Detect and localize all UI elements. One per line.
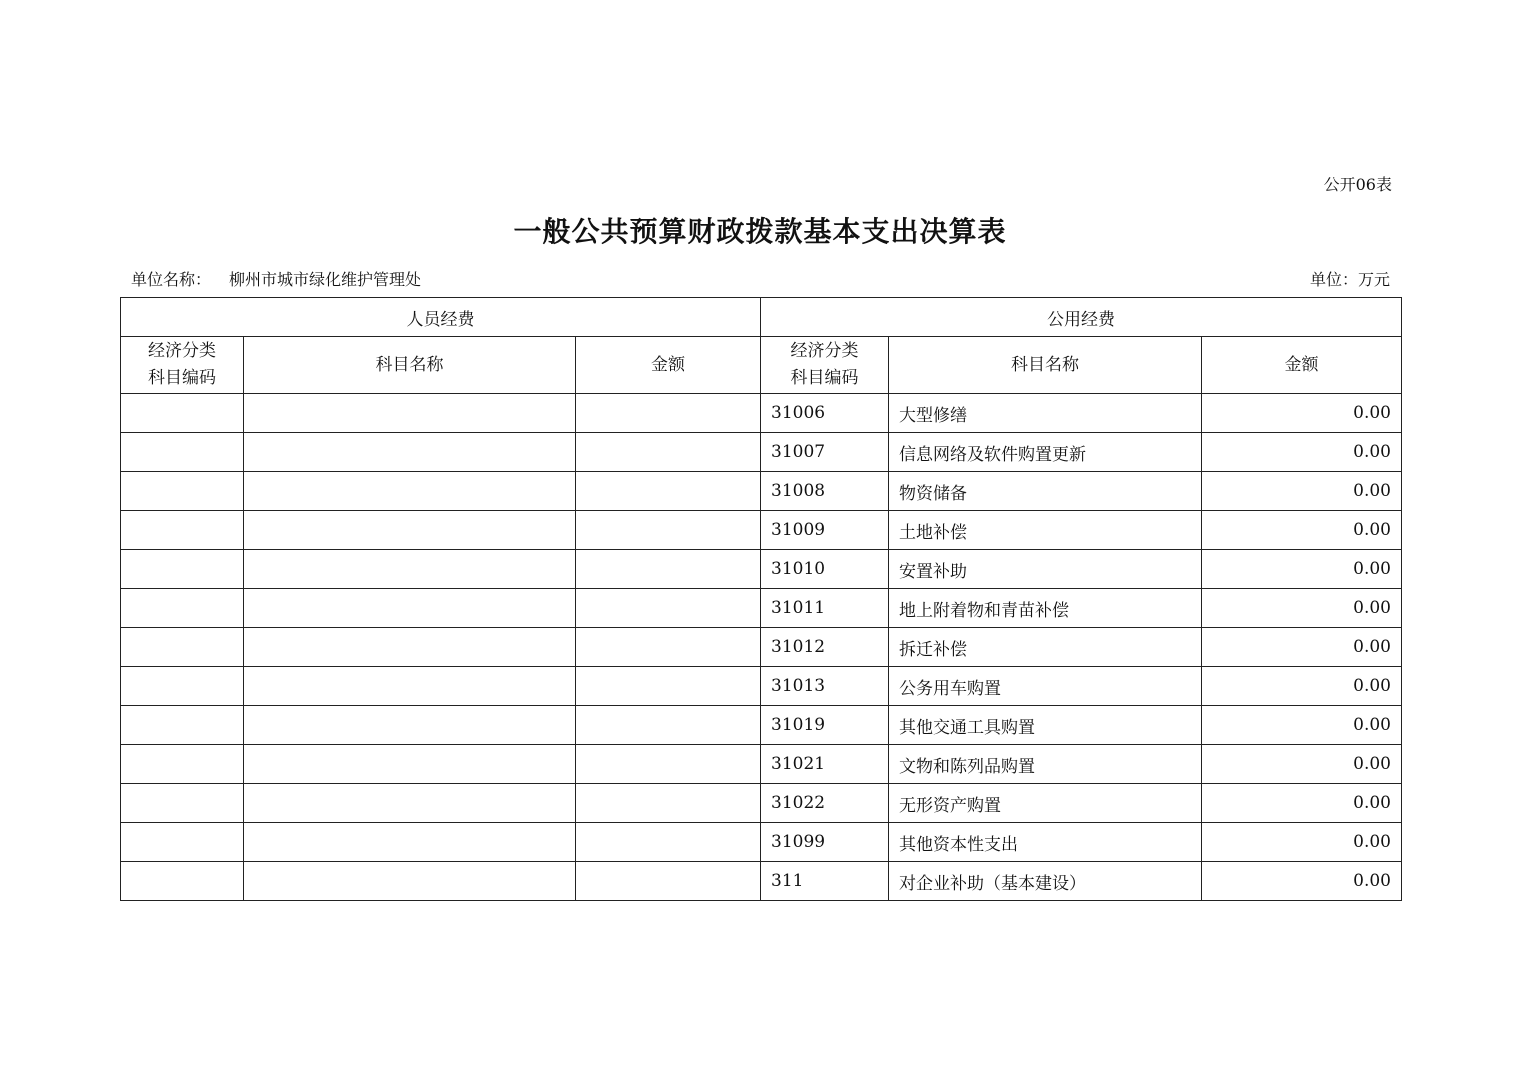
table-row [121, 628, 1402, 667]
subject-name-cell: 无形资产购置 [889, 784, 1202, 823]
table-row [121, 394, 1402, 433]
section-personnel: 人员经费 [121, 298, 761, 337]
header-code-left [121, 337, 244, 394]
personnel-code-cell [121, 706, 244, 745]
personnel-code-cell [121, 472, 244, 511]
subject-name-cell: 公务用车购置 [889, 667, 1202, 706]
amount-cell: 0.00 [1202, 706, 1402, 745]
table-row [121, 823, 1402, 862]
personnel-amount-cell [576, 862, 761, 901]
amount-cell: 0.00 [1202, 472, 1402, 511]
table-row [121, 667, 1402, 706]
economic-code-cell: 31010 [761, 550, 889, 589]
personnel-code-cell [121, 550, 244, 589]
table-row [121, 433, 1402, 472]
personnel-amount-cell [576, 706, 761, 745]
column-header-row [121, 337, 1402, 394]
amount-cell: 0.00 [1202, 628, 1402, 667]
subject-name-cell: 信息网络及软件购置更新 [889, 433, 1202, 472]
personnel-name-cell [244, 706, 576, 745]
personnel-name-cell [244, 511, 576, 550]
subject-name-cell: 其他交通工具购置 [889, 706, 1202, 745]
table-row [121, 862, 1402, 901]
table-row [121, 589, 1402, 628]
personnel-name-cell [244, 433, 576, 472]
economic-code-cell: 311 [761, 862, 889, 901]
header-code-line2: 科目编码 [148, 368, 216, 388]
economic-code-cell: 31006 [761, 394, 889, 433]
personnel-name-cell [244, 472, 576, 511]
header-name-right: 科目名称 [889, 337, 1202, 394]
header-amount-left: 金额 [576, 337, 761, 394]
personnel-amount-cell [576, 511, 761, 550]
personnel-name-cell [244, 550, 576, 589]
economic-code-cell: 31011 [761, 589, 889, 628]
personnel-code-cell [121, 862, 244, 901]
economic-code-cell: 31099 [761, 823, 889, 862]
personnel-code-cell [121, 511, 244, 550]
amount-cell: 0.00 [1202, 433, 1402, 472]
table-row [121, 784, 1402, 823]
personnel-amount-cell [576, 550, 761, 589]
amount-cell: 0.00 [1202, 784, 1402, 823]
economic-code-cell: 31021 [761, 745, 889, 784]
header-code-line1: 经济分类 [148, 341, 216, 361]
personnel-code-cell [121, 589, 244, 628]
personnel-amount-cell [576, 823, 761, 862]
personnel-amount-cell [576, 628, 761, 667]
personnel-code-cell [121, 745, 244, 784]
form-code: 公开06表 [1323, 175, 1392, 194]
unit-name-label: 单位名称： [131, 270, 212, 289]
subject-name-cell: 文物和陈列品购置 [889, 745, 1202, 784]
personnel-name-cell [244, 823, 576, 862]
unit-name-row [131, 267, 421, 290]
subject-name-cell: 土地补偿 [889, 511, 1202, 550]
economic-code-cell: 31022 [761, 784, 889, 823]
personnel-code-cell [121, 667, 244, 706]
personnel-code-cell [121, 823, 244, 862]
table-row [121, 511, 1402, 550]
header-code-right [761, 337, 889, 394]
amount-cell: 0.00 [1202, 589, 1402, 628]
page-title: 一般公共预算财政拨款基本支出决算表 [513, 215, 1007, 248]
personnel-name-cell [244, 784, 576, 823]
personnel-amount-cell [576, 784, 761, 823]
personnel-code-cell [121, 628, 244, 667]
amount-cell: 0.00 [1202, 862, 1402, 901]
unit-name: 柳州市城市绿化维护管理处 [229, 270, 422, 289]
header-amount-right: 金额 [1202, 337, 1402, 394]
personnel-name-cell [244, 628, 576, 667]
amount-cell: 0.00 [1202, 394, 1402, 433]
amount-cell: 0.00 [1202, 511, 1402, 550]
personnel-amount-cell [576, 667, 761, 706]
amount-cell: 0.00 [1202, 823, 1402, 862]
personnel-code-cell [121, 784, 244, 823]
amount-cell: 0.00 [1202, 550, 1402, 589]
economic-code-cell: 31008 [761, 472, 889, 511]
personnel-amount-cell [576, 472, 761, 511]
header-code-line2: 科目编码 [790, 368, 859, 388]
personnel-amount-cell [576, 394, 761, 433]
personnel-name-cell [244, 394, 576, 433]
personnel-code-cell [121, 433, 244, 472]
table-row [121, 472, 1402, 511]
subject-name-cell: 地上附着物和青苗补偿 [889, 589, 1202, 628]
personnel-amount-cell [576, 433, 761, 472]
header-name-left: 科目名称 [244, 337, 576, 394]
subject-name-cell: 拆迁补偿 [889, 628, 1202, 667]
amount-cell: 0.00 [1202, 667, 1402, 706]
subject-name-cell: 物资储备 [889, 472, 1202, 511]
section-public: 公用经费 [761, 298, 1402, 337]
economic-code-cell: 31019 [761, 706, 889, 745]
amount-cell: 0.00 [1202, 745, 1402, 784]
economic-code-cell: 31012 [761, 628, 889, 667]
personnel-amount-cell [576, 589, 761, 628]
header-code-line1: 经济分类 [790, 341, 859, 361]
personnel-name-cell [244, 589, 576, 628]
table-row [121, 706, 1402, 745]
economic-code-cell: 31013 [761, 667, 889, 706]
currency-unit: 单位：万元 [1309, 270, 1390, 289]
personnel-name-cell [244, 745, 576, 784]
section-header-row [121, 298, 1402, 337]
subject-name-cell: 安置补助 [889, 550, 1202, 589]
personnel-amount-cell [576, 745, 761, 784]
subject-name-cell: 大型修缮 [889, 394, 1202, 433]
personnel-name-cell [244, 667, 576, 706]
expenditure-table [120, 297, 1402, 901]
table-row [121, 550, 1402, 589]
economic-code-cell: 31009 [761, 511, 889, 550]
personnel-name-cell [244, 862, 576, 901]
table-row [121, 745, 1402, 784]
subject-name-cell: 其他资本性支出 [889, 823, 1202, 862]
subject-name-cell: 对企业补助（基本建设） [889, 862, 1202, 901]
economic-code-cell: 31007 [761, 433, 889, 472]
personnel-code-cell [121, 394, 244, 433]
